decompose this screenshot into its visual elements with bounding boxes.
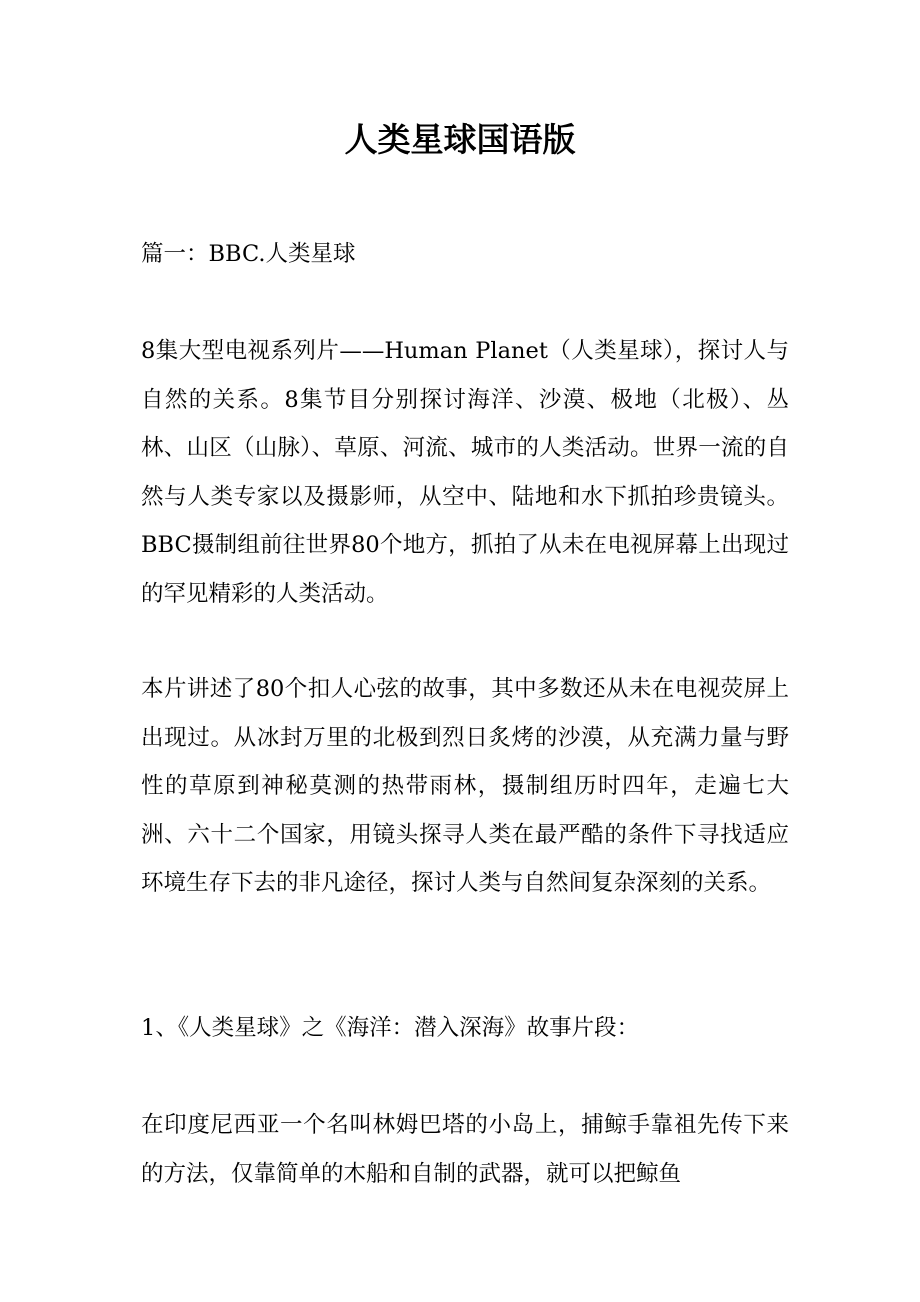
story-paragraph: 本片讲述了80个扣人心弦的故事，其中多数还从未在电视荧屏上出现过。从冰封万里的北极到烈日炙烤的沙漠，从充满力量与野性的草原到神秘莫测的热带雨林，摄制组历时四年，走遍七大洲、六十二个国家，用镜头探寻人类在最严酷的条件下寻找适应环境生存下去的非凡途径，探讨人类与自然间复杂深刻的关系。 <box>141 676 789 896</box>
episode-item-heading: 1、《人类星球》之《海洋：潜入深海》故事片段： <box>141 1015 640 1041</box>
section-heading: 篇一：BBC.人类星球 <box>141 241 356 267</box>
intro-paragraph: 8集大型电视系列片——Human Planet（人类星球），探讨人与自然的关系。8集节目分别探讨海洋、沙漠、极地（北极）、丛林、山区（山脉）、草原、河流、城市的人类活动。世界一流的自然与人类专家以及摄影师，从空中、陆地和水下抓拍珍贵镜头。BBC摄制组前往世界80个地方，抓拍了从未在电视屏幕上出现过的罕见精彩的人类活动。 <box>141 338 789 607</box>
document-title: 人类星球国语版 <box>344 120 576 159</box>
episode-item-paragraph: 在印度尼西亚一个名叫林姆巴塔的小岛上，捕鲸手靠祖先传下来的方法，仅靠简单的木船和自制的武器，就可以把鲸鱼 <box>141 1112 789 1187</box>
